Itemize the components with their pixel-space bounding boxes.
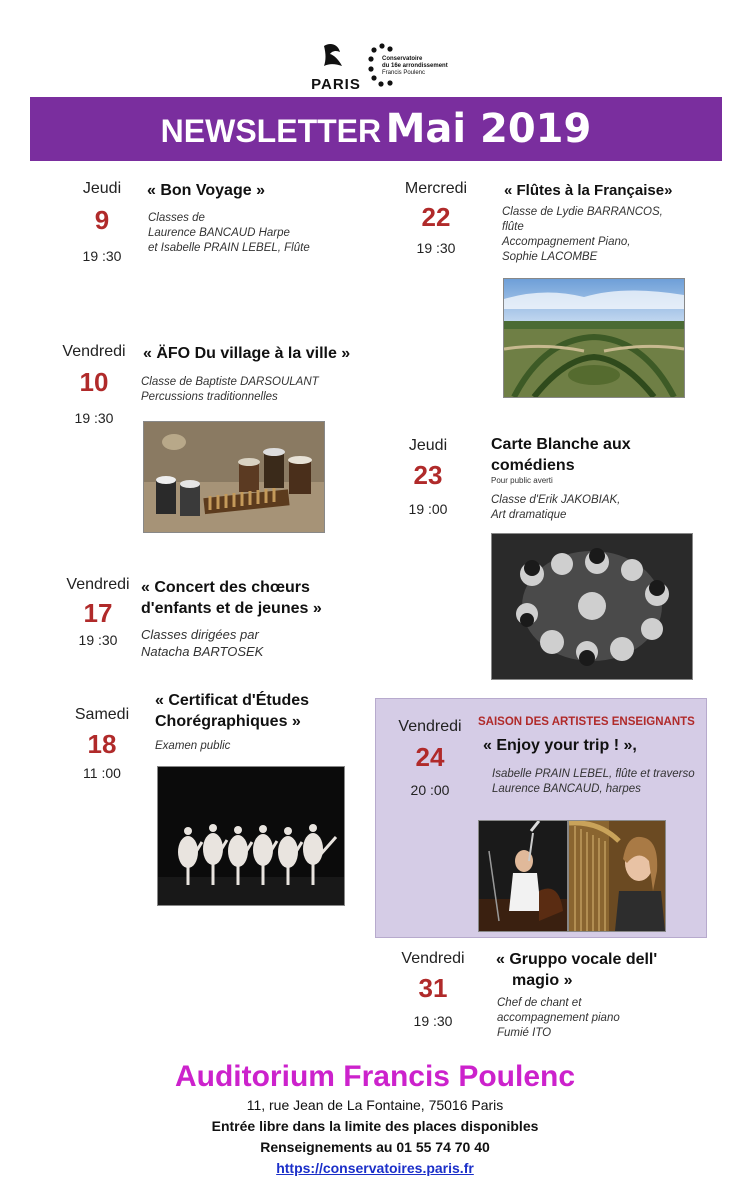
event-23-title-line: Carte Blanche aux [491,436,631,453]
event-23-details [491,493,620,523]
event-17-detail: Classes dirigées par [141,627,259,642]
event-9-date: 9 [94,205,110,235]
event-10-title: « ÄFO Du village à la ville » [143,345,351,362]
event-18-details [155,739,230,754]
event-22-details [502,205,663,265]
event-31-title [496,949,657,991]
event-9-detail: et Isabelle PRAIN LEBEL, Flûte [148,242,310,254]
event-18-title-line: « Certificat d'Études [155,692,310,709]
event-9-time: 19 :30 [82,248,122,264]
event-9-details [148,211,310,256]
event-31-detail: Chef de chant et [497,997,582,1009]
event-10-details [141,375,319,405]
event-10-time: 19 :30 [74,410,114,426]
conservatoire-logo [368,42,458,94]
event-18-date: 18 [87,729,117,759]
event-22-time: 19 :30 [416,240,456,256]
event-23-day: Jeudi [408,437,448,454]
garden-image [504,279,684,397]
paris-ship-icon [306,40,366,80]
conservatoire-line-2: du 16e arrondissement [382,63,448,69]
venue-name: Auditorium Francis Poulenc [174,1060,576,1093]
event-18-day: Samedi [74,706,130,723]
harp-image [569,821,665,931]
website-link[interactable] [0,1160,750,1176]
event-10-day: Vendredi [62,343,126,360]
event-18-title [155,690,309,732]
event-22-detail: Sophie LACOMBE [502,251,598,263]
event-23-time: 19 :00 [408,501,448,517]
event-22-day: Mercredi [404,180,468,197]
event-9-day: Jeudi [82,180,122,197]
event-17-title [141,577,322,619]
event-31-time: 19 :30 [413,1013,453,1029]
event-22-detail: Classe de Lydie BARRANCOS, [502,206,663,218]
event-17-day: Vendredi [66,576,130,593]
event-17-details [141,626,263,660]
event-23-date: 23 [413,460,443,490]
flute-image [479,821,567,931]
event-17-time: 19 :30 [78,632,118,648]
event-24-detail: Laurence BANCAUD, harpes [492,783,641,795]
event-17-title-line: d'enfants et de jeunes » [141,600,322,617]
event-22-detail: flûte [502,221,524,233]
phone-info: Renseignements au 01 55 74 70 40 [260,1139,490,1155]
event-17-title-line: « Concert des chœurs [141,579,310,596]
event-31-details [497,996,620,1041]
event-24-day: Vendredi [398,718,462,735]
event-10-detail: Percussions traditionnelles [141,391,278,403]
event-31-detail: Fumié ITO [497,1027,552,1039]
event-18-detail: Examen public [155,740,231,752]
event-18-title-line: Chorégraphiques » [155,713,301,730]
month-year: Mai 2019 [385,106,592,152]
event-23-title [491,434,631,476]
event-23-detail: Art dramatique [491,509,567,521]
entry-info: Entrée libre dans la limite des places disponibles [211,1118,539,1134]
actors-photo [491,533,693,680]
event-31-title-line: « Gruppo vocale dell' [496,951,658,968]
event-22-date: 22 [421,202,451,232]
website-url[interactable]: https://conservatoires.paris.fr [276,1160,474,1176]
event-9-detail: Laurence BANCAUD Harpe [148,227,290,239]
event-31-detail: accompagnement piano [497,1012,620,1024]
event-23-detail: Classe d'Erik JAKOBIAK, [491,494,621,506]
dance-image [158,767,344,905]
newsletter-word: NEWSLETTER [160,113,382,149]
actors-image [492,534,692,679]
event-23-title-line: comédiens [491,457,575,474]
event-9-title: « Bon Voyage » [147,182,265,199]
paris-logo [306,40,366,94]
event-10-date: 10 [79,367,109,397]
event-31-day: Vendredi [401,950,465,967]
event-31-date: 31 [418,973,448,1003]
event-18-time: 11 :00 [83,765,121,781]
newsletter-title [30,97,722,161]
event-24-details [492,767,695,797]
paris-logo-text: PARIS [311,76,361,93]
event-24-date: 24 [415,742,445,772]
event-10-detail: Classe de Baptiste DARSOULANT [141,376,319,388]
event-23-note: Pour public averti [491,476,553,485]
harp-photo [568,820,666,932]
event-17-detail: Natacha BARTOSEK [141,644,264,659]
dance-photo [157,766,345,906]
garden-photo [503,278,685,398]
venue-address: 11, rue Jean de La Fontaine, 75016 Paris [246,1097,504,1113]
flute-photo [478,820,568,932]
event-24-season: SAISON DES ARTISTES ENSEIGNANTS [478,716,695,728]
event-9-detail: Classes de [148,212,205,224]
conservatoire-line-3: Francis Poulenc [382,70,426,76]
event-24-time: 20 :00 [410,782,450,798]
event-22-title: « Flûtes à la Française» [504,182,673,199]
conservatoire-line-1: Conservatoire [382,56,423,62]
event-17-date: 17 [83,598,113,628]
event-24-title: « Enjoy your trip ! », [483,737,637,754]
event-22-detail: Accompagnement Piano, [502,236,631,248]
percussion-image [144,422,324,532]
event-24-detail: Isabelle PRAIN LEBEL, flûte et traverso [492,768,695,780]
percussion-photo [143,421,325,533]
event-31-title-line: magio » [512,972,573,989]
